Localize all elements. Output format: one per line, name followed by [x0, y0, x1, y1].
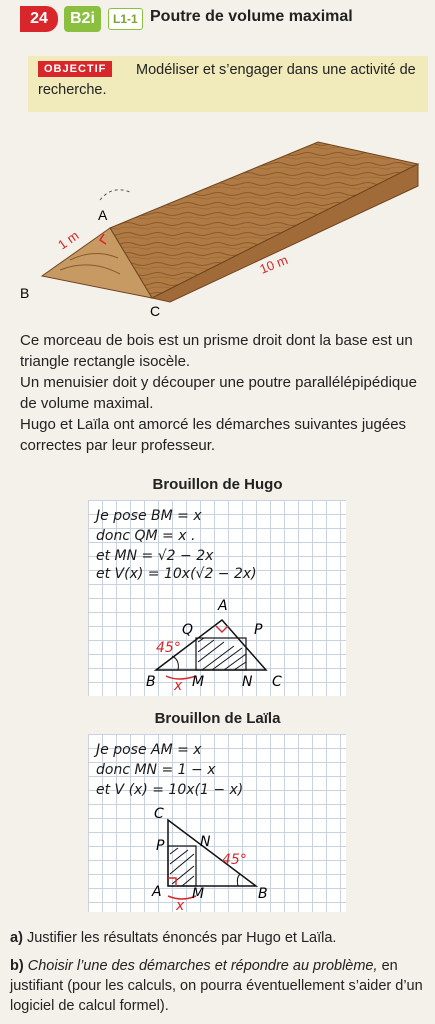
objectif-tag: OBJECTIF	[38, 61, 112, 77]
label-c: C	[150, 303, 161, 319]
laila-triangle-sketch	[88, 806, 346, 912]
laila-draft-grid	[88, 734, 346, 912]
prism-figure	[0, 140, 435, 320]
question-b-text: en justifiant (pour les calculs, on pourra éventuellement s’aider d’un logiciel de calcul formel).	[10, 958, 423, 1014]
question-a-text: Justifier les résultats énoncés par Hugo et Laïla.	[26, 930, 337, 946]
laila-heading: Brouillon de Laïla	[154, 710, 281, 727]
laila-label-c: C	[154, 806, 164, 822]
laila-label-angle: 45°	[222, 852, 247, 868]
question-b-italic: Choisir l’une des démarches et répondre au problème,	[27, 958, 378, 974]
hugo-label-angle: 45°	[156, 640, 181, 656]
exercise-title: Poutre de volume maximal	[150, 8, 353, 25]
objectif-text: Modéliser et s’engager dans une activité de recherche.	[38, 62, 416, 98]
laila-line-3: et V (x) = 10x(1 − x)	[96, 782, 244, 798]
hugo-triangle-sketch	[88, 590, 346, 696]
hugo-line-1: Je pose BM = x	[96, 508, 202, 524]
laila-label-m: M	[192, 886, 205, 902]
paragraph-3: Hugo et Laïla ont amorcé les démarches suivantes jugées correctes par leur professeur.	[20, 416, 407, 454]
hugo-label-c: C	[272, 674, 282, 690]
hugo-label-p: P	[254, 622, 263, 638]
question-b	[10, 956, 428, 1016]
hugo-line-2: donc QM = x .	[96, 528, 196, 544]
hugo-label-q: Q	[182, 622, 194, 638]
hugo-label-x: x	[174, 678, 183, 694]
laila-line-2: donc MN = 1 − x	[96, 762, 216, 778]
label-a: A	[98, 207, 108, 223]
hugo-heading: Brouillon de Hugo	[152, 476, 283, 493]
laila-label-p: P	[156, 838, 165, 854]
paragraph-1: Ce morceau de bois est un prisme droit dont la base est un triangle rectangle isocèle.	[20, 332, 413, 370]
label-1m: 1 m	[55, 227, 82, 253]
hugo-draft-grid	[88, 500, 346, 696]
hugo-line-3: et MN = √2 − 2x	[96, 548, 214, 564]
question-a-label: a)	[10, 930, 23, 946]
question-b-label: b)	[10, 958, 24, 974]
label-b: B	[20, 285, 30, 301]
laila-label-a: A	[152, 884, 162, 900]
laila-label-x: x	[176, 898, 185, 912]
paragraph-2: Un menuisier doit y découper une poutre parallélépipédique de volume maximal.	[20, 374, 417, 412]
laila-label-b: B	[258, 886, 268, 902]
exercise-number-badge: 24	[20, 6, 58, 32]
level-badge: L1-1	[108, 8, 143, 30]
laila-label-n: N	[200, 834, 211, 850]
hugo-label-b: B	[146, 674, 156, 690]
label-10m: 10 m	[257, 252, 290, 277]
b2i-badge: B2i	[64, 6, 101, 32]
hugo-line-4: et V(x) = 10x(√2 − 2x)	[96, 566, 257, 582]
laila-line-1: Je pose AM = x	[96, 742, 202, 758]
question-a	[10, 928, 428, 948]
hugo-label-m: M	[192, 674, 205, 690]
hugo-label-n: N	[242, 674, 253, 690]
hugo-label-a: A	[218, 598, 228, 614]
